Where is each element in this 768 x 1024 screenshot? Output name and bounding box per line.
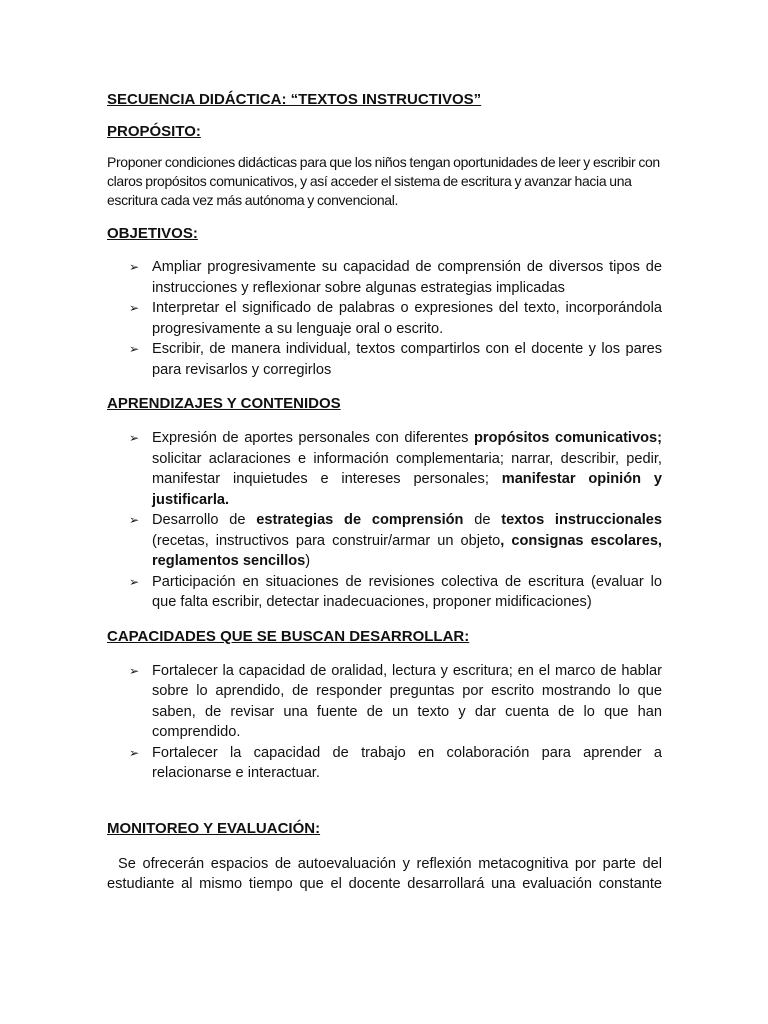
list-item-text: Ampliar progresivamente su capacidad de comprensión de diversos tipos de instrucciones y reflexionar sobre algunas estrategias implicadas [152, 259, 662, 296]
arrow-bullet-icon: ➢ [129, 301, 140, 315]
bold-text: textos instruccionales [501, 512, 662, 528]
list-item-text: Fortalecer la capacidad de oralidad, lectura y escritura; en el marco de hablar sobre lo aprendido, de responder preguntas por escrito mostrando lo que saben, de revisar una fuente de un texto y dar cuenta de lo que han comprendido. [152, 662, 662, 740]
section-heading-capacidades: CAPACIDADES QUE SE BUSCAN DESARROLLAR: [107, 627, 470, 645]
proposito-paragraph: Proponer condiciones didácticas para que los niños tengan oportunidades de leer y escribir con claros propósitos comunicativos, y así acceder el sistema de escritura y avanzar hacia una escritura cada vez más autónoma y convencional. [107, 154, 660, 208]
aprendizajes-list [107, 428, 662, 613]
document-title: SECUENCIA DIDÁCTICA: “TEXTOS INSTRUCTIVOS” [107, 91, 482, 108]
list-item-text: (recetas, instructivos para construir/armar un objeto [152, 532, 501, 549]
section-proposito [107, 122, 662, 210]
arrow-bullet-icon: ➢ [129, 260, 140, 274]
list-item [107, 339, 662, 380]
list-item-text: Escribir, de manera individual, textos compartirlos con el docente y los pares para revisarlos y corregirlos [152, 341, 662, 378]
list-item-text: Expresión de aportes personales con diferentes [152, 430, 475, 446]
capacidades-list [107, 661, 662, 784]
section-heading-monitoreo: MONITOREO Y EVALUACIÓN: [107, 819, 321, 837]
list-item [107, 510, 662, 572]
list-item-text: Desarrollo de [152, 512, 257, 528]
bold-text: , consignas escolares, reglamentos sencillos [152, 532, 662, 569]
list-item [107, 661, 662, 743]
list-item-text: Interpretar el significado de palabras o expresiones del texto, incorporándola progresivamente a su lenguaje oral o escrito. [152, 300, 662, 337]
section-heading-proposito: PROPÓSITO: [107, 123, 201, 140]
section-objetivos [107, 224, 662, 380]
objetivos-list [107, 257, 662, 380]
bold-text: manifestar opinión y justificarla. [152, 471, 662, 508]
arrow-bullet-icon: ➢ [129, 431, 140, 445]
list-item-text: de [463, 512, 502, 528]
list-item [107, 257, 662, 298]
section-monitoreo [107, 819, 662, 895]
list-item [107, 298, 662, 339]
monitoreo-paragraph: Se ofrecerán espacios de autoevaluación y reflexión metacognitiva por parte del estudiante al mismo tiempo que el docente desarrollará una evaluación constante [107, 855, 662, 892]
list-item [107, 572, 662, 613]
list-item [107, 428, 662, 510]
arrow-bullet-icon: ➢ [129, 574, 140, 589]
list-item-text: Fortalecer la capacidad de trabajo en colaboración para aprender a relacionarse e interactuar. [152, 744, 662, 781]
section-heading-aprendizajes: APRENDIZAJES Y CONTENIDOS [107, 395, 341, 412]
list-item [107, 743, 662, 784]
arrow-bullet-icon: ➢ [129, 745, 140, 760]
list-item-text: ) [305, 553, 311, 569]
section-heading-objetivos: OBJETIVOS: [107, 225, 198, 242]
bold-text: propósitos comunicativos; [474, 430, 662, 446]
arrow-bullet-icon: ➢ [129, 663, 140, 678]
list-item-text: Participación en situaciones de revisiones colectiva de escritura (evaluar lo que falta escribir, detectar inadecuaciones, proponer midificaciones) [152, 573, 662, 610]
bold-text: estrategias de comprensión [256, 512, 464, 528]
arrow-bullet-icon: ➢ [129, 342, 140, 356]
arrow-bullet-icon: ➢ [129, 513, 140, 527]
section-capacidades [107, 627, 662, 784]
section-aprendizajes [107, 394, 662, 613]
list-item-text: solicitar aclaraciones e información complementaria; narrar, describir, pedir, manifestar inquietudes e intereses personales; [152, 450, 662, 487]
